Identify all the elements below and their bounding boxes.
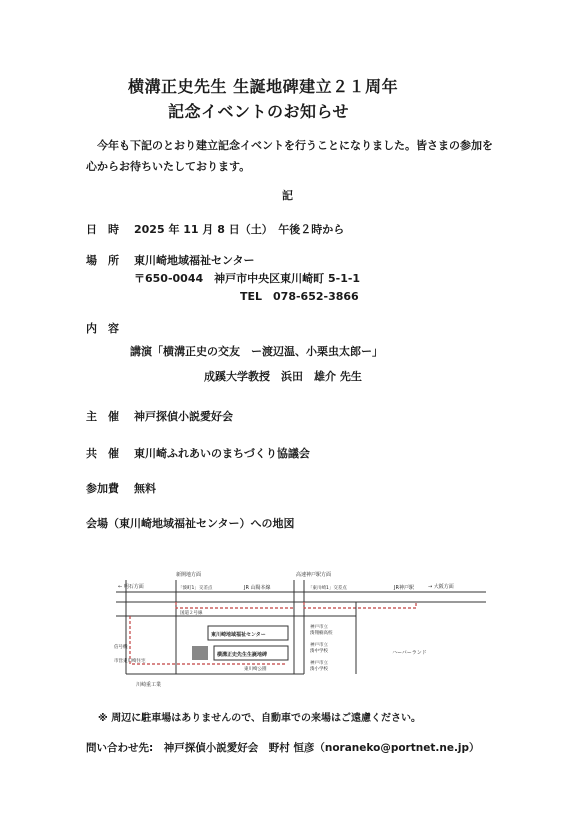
organizer-label: 主 催 <box>86 410 119 423</box>
label-harborland: ハーバーランド <box>392 650 427 656</box>
datetime-row <box>86 221 344 237</box>
content-label: 内 容 <box>86 322 119 335</box>
label-park: 東川崎公園 <box>244 667 267 672</box>
label-school3: 神戸市立湊小学校 <box>310 661 328 672</box>
organizer-row <box>86 408 233 424</box>
cosponsor-value: 東川崎ふれあいのまちづくり協議会 <box>134 447 310 460</box>
label-minatogawa-cross: 「湊町1」交差点 <box>178 586 213 591</box>
cosponsor-row <box>86 445 310 461</box>
label-kosoku: 高速神戸駅方面 <box>296 572 332 578</box>
monument-marker <box>192 646 208 660</box>
label-shinkaichi: 新開地方面 <box>176 572 202 578</box>
label-kokudo2: 国道２号線 <box>180 611 203 616</box>
venue-row <box>86 252 255 268</box>
route-line-2 <box>304 602 416 608</box>
fee-row <box>86 480 156 496</box>
label-monument: 横溝正史先生生誕地碑 <box>217 652 268 658</box>
label-higashikawasaki-cross: 「東川崎1」交差点 <box>308 586 347 591</box>
organizer-value: 神戸探偵小説愛好会 <box>134 410 233 423</box>
ki-heading: 記 <box>282 189 293 202</box>
contact-line: 問い合わせ先: 神戸探偵小説愛好会 野村 恒彦（noraneko@portnet.ne.jp） <box>86 742 480 754</box>
label-akashi: ← 明石方面 <box>118 584 144 590</box>
intro-paragraph: 今年も下記のとおり建立記念イベントを行うことになりました。皆さまの参加を心からお待ちいたしております。 <box>86 139 493 173</box>
venue-name: 東川崎地域福祉センター <box>134 254 255 267</box>
map-caption: 会場（東川崎地域福祉センター）への地図 <box>86 517 295 530</box>
label-jr-kobe: JR神戸駅 <box>394 585 414 591</box>
datetime-label: 日 時 <box>86 223 119 236</box>
lecturer: 成蹊大学教授 浜田 雄介 先生 <box>204 370 362 383</box>
access-map <box>116 566 486 701</box>
venue-label: 場 所 <box>86 254 119 267</box>
datetime-value: 2025 年 11 月 8 日（土） 午後２時から <box>134 223 345 236</box>
label-school2: 神戸市立湊中学校 <box>310 643 328 654</box>
fee-value: 無料 <box>134 482 156 495</box>
label-center: 東川崎地域福祉センター <box>211 632 266 638</box>
label-school1: 神戸市立湊翔楠高校 <box>310 625 333 636</box>
label-housing: 市営東川崎住宅 <box>114 659 146 664</box>
parking-note: ※ 周辺に駐車場はありませんので、自動車での来場はご遠慮ください。 <box>98 713 422 724</box>
label-signal: 信号機 <box>114 645 128 650</box>
page-title: 横溝正史先生 生誕地碑建立２１周年 <box>128 77 399 96</box>
label-kawasaki: 川崎重工業 <box>136 682 162 688</box>
venue-address: 〒650-0044 神戸市中央区東川崎町 5-1-1 <box>134 272 361 285</box>
label-jr-sanyo: JR 山陽本線 <box>244 585 271 591</box>
fee-label: 参加費 <box>86 482 119 495</box>
lecture-title: 講演「横溝正史の交友 ー渡辺温、小栗虫太郎ー」 <box>130 345 383 358</box>
page-subtitle: 記念イベントのお知らせ <box>168 102 350 121</box>
venue-tel: TEL 078-652-3866 <box>240 290 359 303</box>
label-osaka: → 大阪方面 <box>428 584 454 590</box>
cosponsor-label: 共 催 <box>86 447 119 460</box>
route-line <box>176 602 294 608</box>
